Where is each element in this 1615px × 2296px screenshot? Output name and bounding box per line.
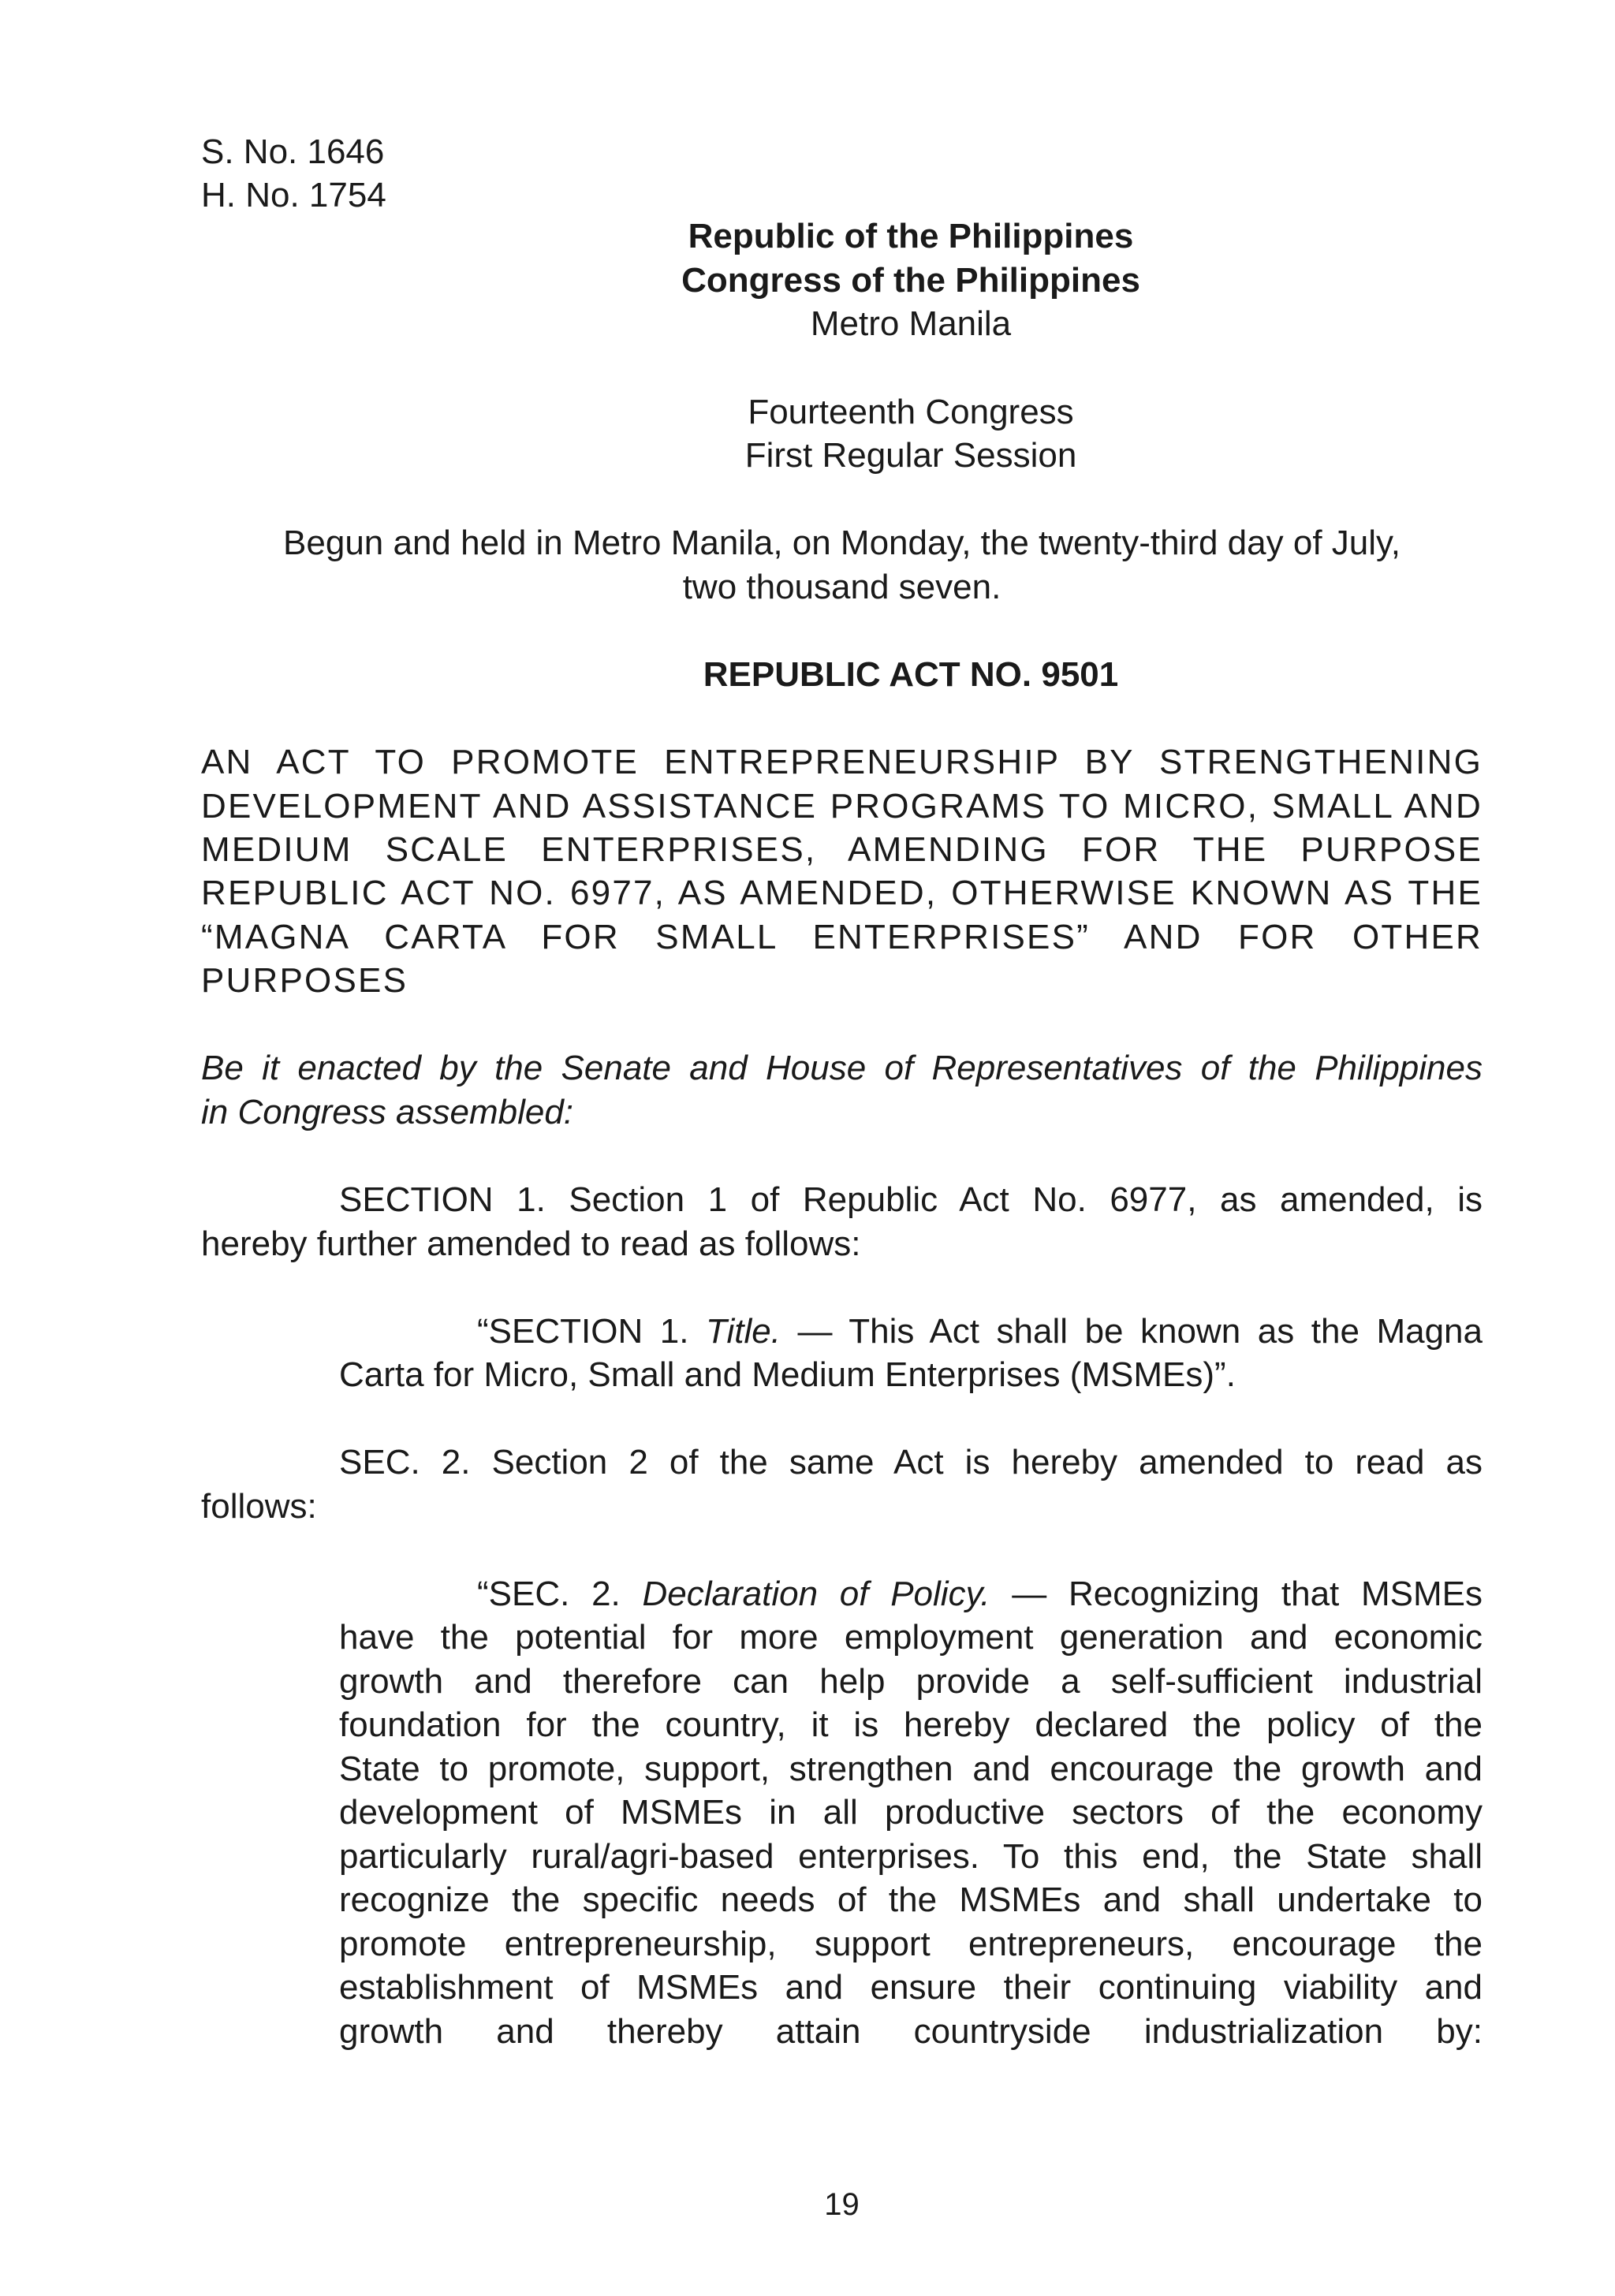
section-2-quote-title: Declaration of Policy.: [642, 1575, 990, 1613]
act-description-line: DEVELOPMENT AND ASSISTANCE PROGRAMS TO MICRO, SMALL AND: [201, 787, 1483, 826]
section-2-quote-prefix: “SEC. 2.: [477, 1575, 643, 1613]
section-2-quote-line: growth and thereby attain countryside industrialization by:: [339, 2012, 1483, 2051]
house-bill-number: H. No. 1754: [201, 176, 386, 214]
section-2-quote-line: establishment of MSMEs and ensure their continuing viability and: [339, 1968, 1483, 2007]
section-2-line: follows:: [201, 1487, 317, 1526]
section-2-quote-line: [339, 1572, 1483, 1616]
section-2-quote-line: foundation for the country, it is hereby declared the policy of the: [339, 1705, 1483, 1744]
senate-bill-number: S. No. 1646: [201, 132, 385, 171]
begun-line-1: Begun and held in Metro Manila, on Monday, the twenty-third day of July,: [283, 524, 1401, 562]
congress-heading: Congress of the Philippines: [681, 261, 1140, 300]
act-description-line: AN ACT TO PROMOTE ENTREPRENEURSHIP BY STRENGTHENING: [201, 743, 1483, 781]
begun-line-2: two thousand seven.: [682, 568, 1001, 606]
congress-number: Fourteenth Congress: [748, 393, 1074, 431]
section-2-quote-line: promote entrepreneurship, support entrepreneurs, encourage the: [339, 1925, 1483, 1963]
location-heading: Metro Manila: [810, 304, 1012, 343]
section-2-quote-line: development of MSMEs in all productive sectors of the economy: [339, 1793, 1483, 1832]
section-2-quote-line: particularly rural/agri-based enterprises. To this end, the State shall: [339, 1837, 1483, 1876]
enacting-clause-line: in Congress assembled:: [201, 1093, 574, 1131]
act-description-line: PURPOSES: [201, 961, 408, 1000]
section-2-quote-line: growth and therefore can help provide a self-sufficient industrial: [339, 1662, 1483, 1701]
page-number: 19: [824, 2187, 860, 2222]
section-1-quote-line: [339, 1310, 1483, 1354]
section-1-quote-rest: — This Act shall be known as the Magna: [780, 1312, 1483, 1351]
section-2-quote-line: recognize the specific needs of the MSMEs and shall undertake to: [339, 1880, 1483, 1919]
republic-heading: Republic of the Philippines: [688, 217, 1134, 255]
act-title: REPUBLIC ACT NO. 9501: [703, 655, 1119, 694]
section-1-quote-title: Title.: [705, 1312, 781, 1351]
section-2-quote-line: State to promote, support, strengthen and encourage the growth and: [339, 1750, 1483, 1788]
section-1-line: hereby further amended to read as follows:: [201, 1224, 861, 1263]
section-2-line: SEC. 2. Section 2 of the same Act is hereby amended to read as: [339, 1443, 1483, 1482]
enacting-clause-line: Be it enacted by the Senate and House of Representatives of the Philippines: [201, 1049, 1483, 1087]
section-1-quote-prefix: “SECTION 1.: [477, 1312, 706, 1351]
act-description-line: REPUBLIC ACT NO. 6977, AS AMENDED, OTHERWISE KNOWN AS THE: [201, 874, 1483, 912]
act-description-line: MEDIUM SCALE ENTERPRISES, AMENDING FOR THE PURPOSE: [201, 830, 1483, 869]
section-2-quote-rest: — Recognizing that MSMEs: [990, 1575, 1483, 1613]
document-page: [201, 0, 1483, 2296]
section-2-quote-line: have the potential for more employment generation and economic: [339, 1618, 1483, 1657]
act-description-line: “MAGNA CARTA FOR SMALL ENTERPRISES” AND FOR OTHER: [201, 918, 1483, 956]
session-name: First Regular Session: [744, 436, 1077, 475]
section-1-quote-line: Carta for Micro, Small and Medium Enterprises (MSMEs)”.: [339, 1355, 1236, 1394]
section-1-line: SECTION 1. Section 1 of Republic Act No. 6977, as amended, is: [339, 1180, 1483, 1219]
